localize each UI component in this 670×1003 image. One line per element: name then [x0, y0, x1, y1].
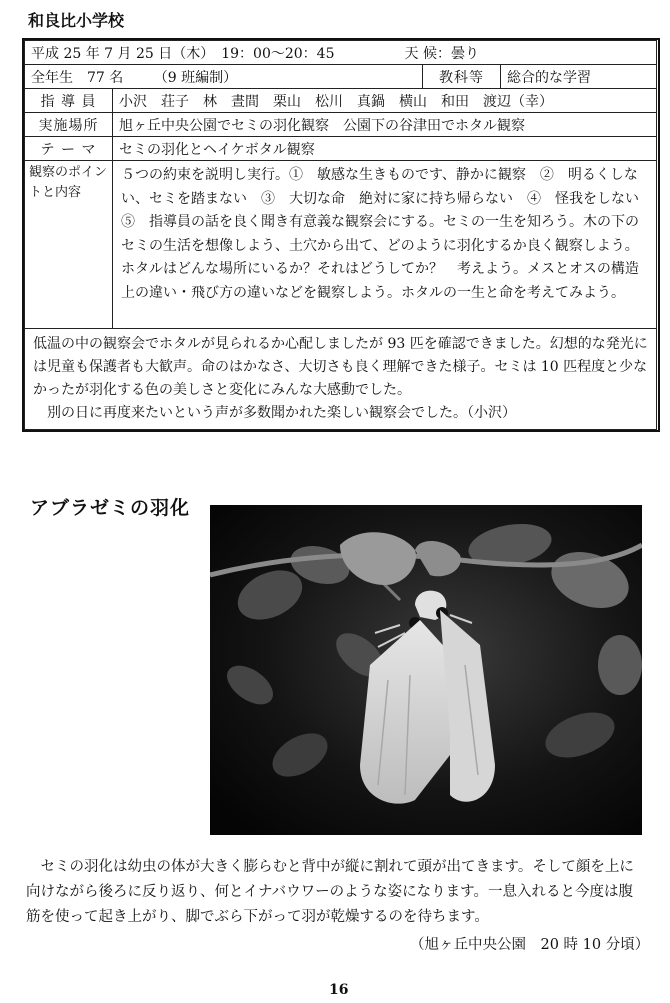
leaders-value: 小沢 荘子 林 晝間 栗山 松川 真鍋 横山 和田 渡辺（幸） [113, 89, 657, 113]
date-text: 平成 25 年 7 月 25 日（木） 19：00～20：45 [31, 45, 335, 62]
summary-cell [25, 329, 657, 430]
row-leaders [25, 89, 657, 113]
caption-text: セミの羽化は幼虫の体が大きく膨らむと背中が縦に割れて頭が出てきます。そして顔を上に向けながら後ろに反り返り、何とイナバウワーのような姿になります。一息入れると今度は腹筋を使って起き上がり、脚でぶら下がって羽が乾燥するのを待ちます。 [26, 859, 634, 925]
row-summary [25, 329, 657, 430]
row-grade [25, 65, 657, 89]
photo-credit: （旭ヶ丘中央公園 20 時 10 分頃） [410, 937, 650, 953]
place-value: 旭ヶ丘中央公園でセミの羽化観察 公園下の谷津田でホタル観察 [113, 113, 657, 137]
place-label: 実施場所 [25, 113, 113, 137]
school-name: 和良比小学校 [28, 11, 125, 30]
leaders-label: 指 導 員 [25, 89, 113, 113]
cicada-photo-illustration [210, 505, 642, 835]
page-number: 16 [329, 982, 349, 998]
cicada-emergence-photo [210, 505, 642, 835]
photo-title: アブラゼミの羽化 [30, 497, 191, 519]
row-date [25, 41, 657, 65]
row-theme [25, 137, 657, 161]
theme-label: テ ー マ [25, 137, 113, 161]
row-place [25, 113, 657, 137]
subject-value: 総合的な学習 [501, 65, 657, 89]
subject-label: 教科等 [423, 65, 501, 89]
date-cell [25, 41, 657, 65]
summary-paragraph-2: 別の日に再度来たいという声が多数聞かれた楽しい観察会でした。（小沢） [47, 405, 516, 421]
points-label: 観察のポイントと内容 [25, 161, 113, 329]
observation-report-table [24, 40, 657, 430]
summary-paragraph-1: 低温の中の観察会でホタルが見られるか心配しましたが 93 匹を確認できました。幻想的な発光には児童も保護者も大歓声。命のはかなさ、大切さも良く理解できた様子。セミは 10 匹程度と少なかったが羽化する色の美しさと変化にみんな大感動でした。 [33, 336, 648, 398]
row-points [25, 161, 657, 329]
photo-caption [26, 855, 642, 930]
points-value: ５つの約束を説明し実行。① 敏感な生きものです、静かに観察 ② 明るくしない、セミを踏まない ③ 大切な命 絶対に家に持ち帰らない ④ 怪我をしない ⑤ 指導員の話を良く聞き有意義な観察会にする。セミの一生を知ろう。木の下のセミの生活を想像しよう、土穴から出て、どのように羽化するか良く観察しよう。ホタルはどんな場所にいるか？それはどうしてか？ 考えよう。メスとオスの構造上の違い・飛び方の違いなどを観察しよう。ホタルの一生と命を考えてみよう。 [113, 161, 657, 329]
weather-text: 天 候：曇り [404, 45, 479, 62]
theme-value: セミの羽化とヘイケボタル観察 [113, 137, 657, 161]
grade-note: （9 班編制） [153, 69, 238, 86]
grade-cell [25, 65, 423, 89]
grade-text: 全年生 77 名 [31, 69, 124, 86]
